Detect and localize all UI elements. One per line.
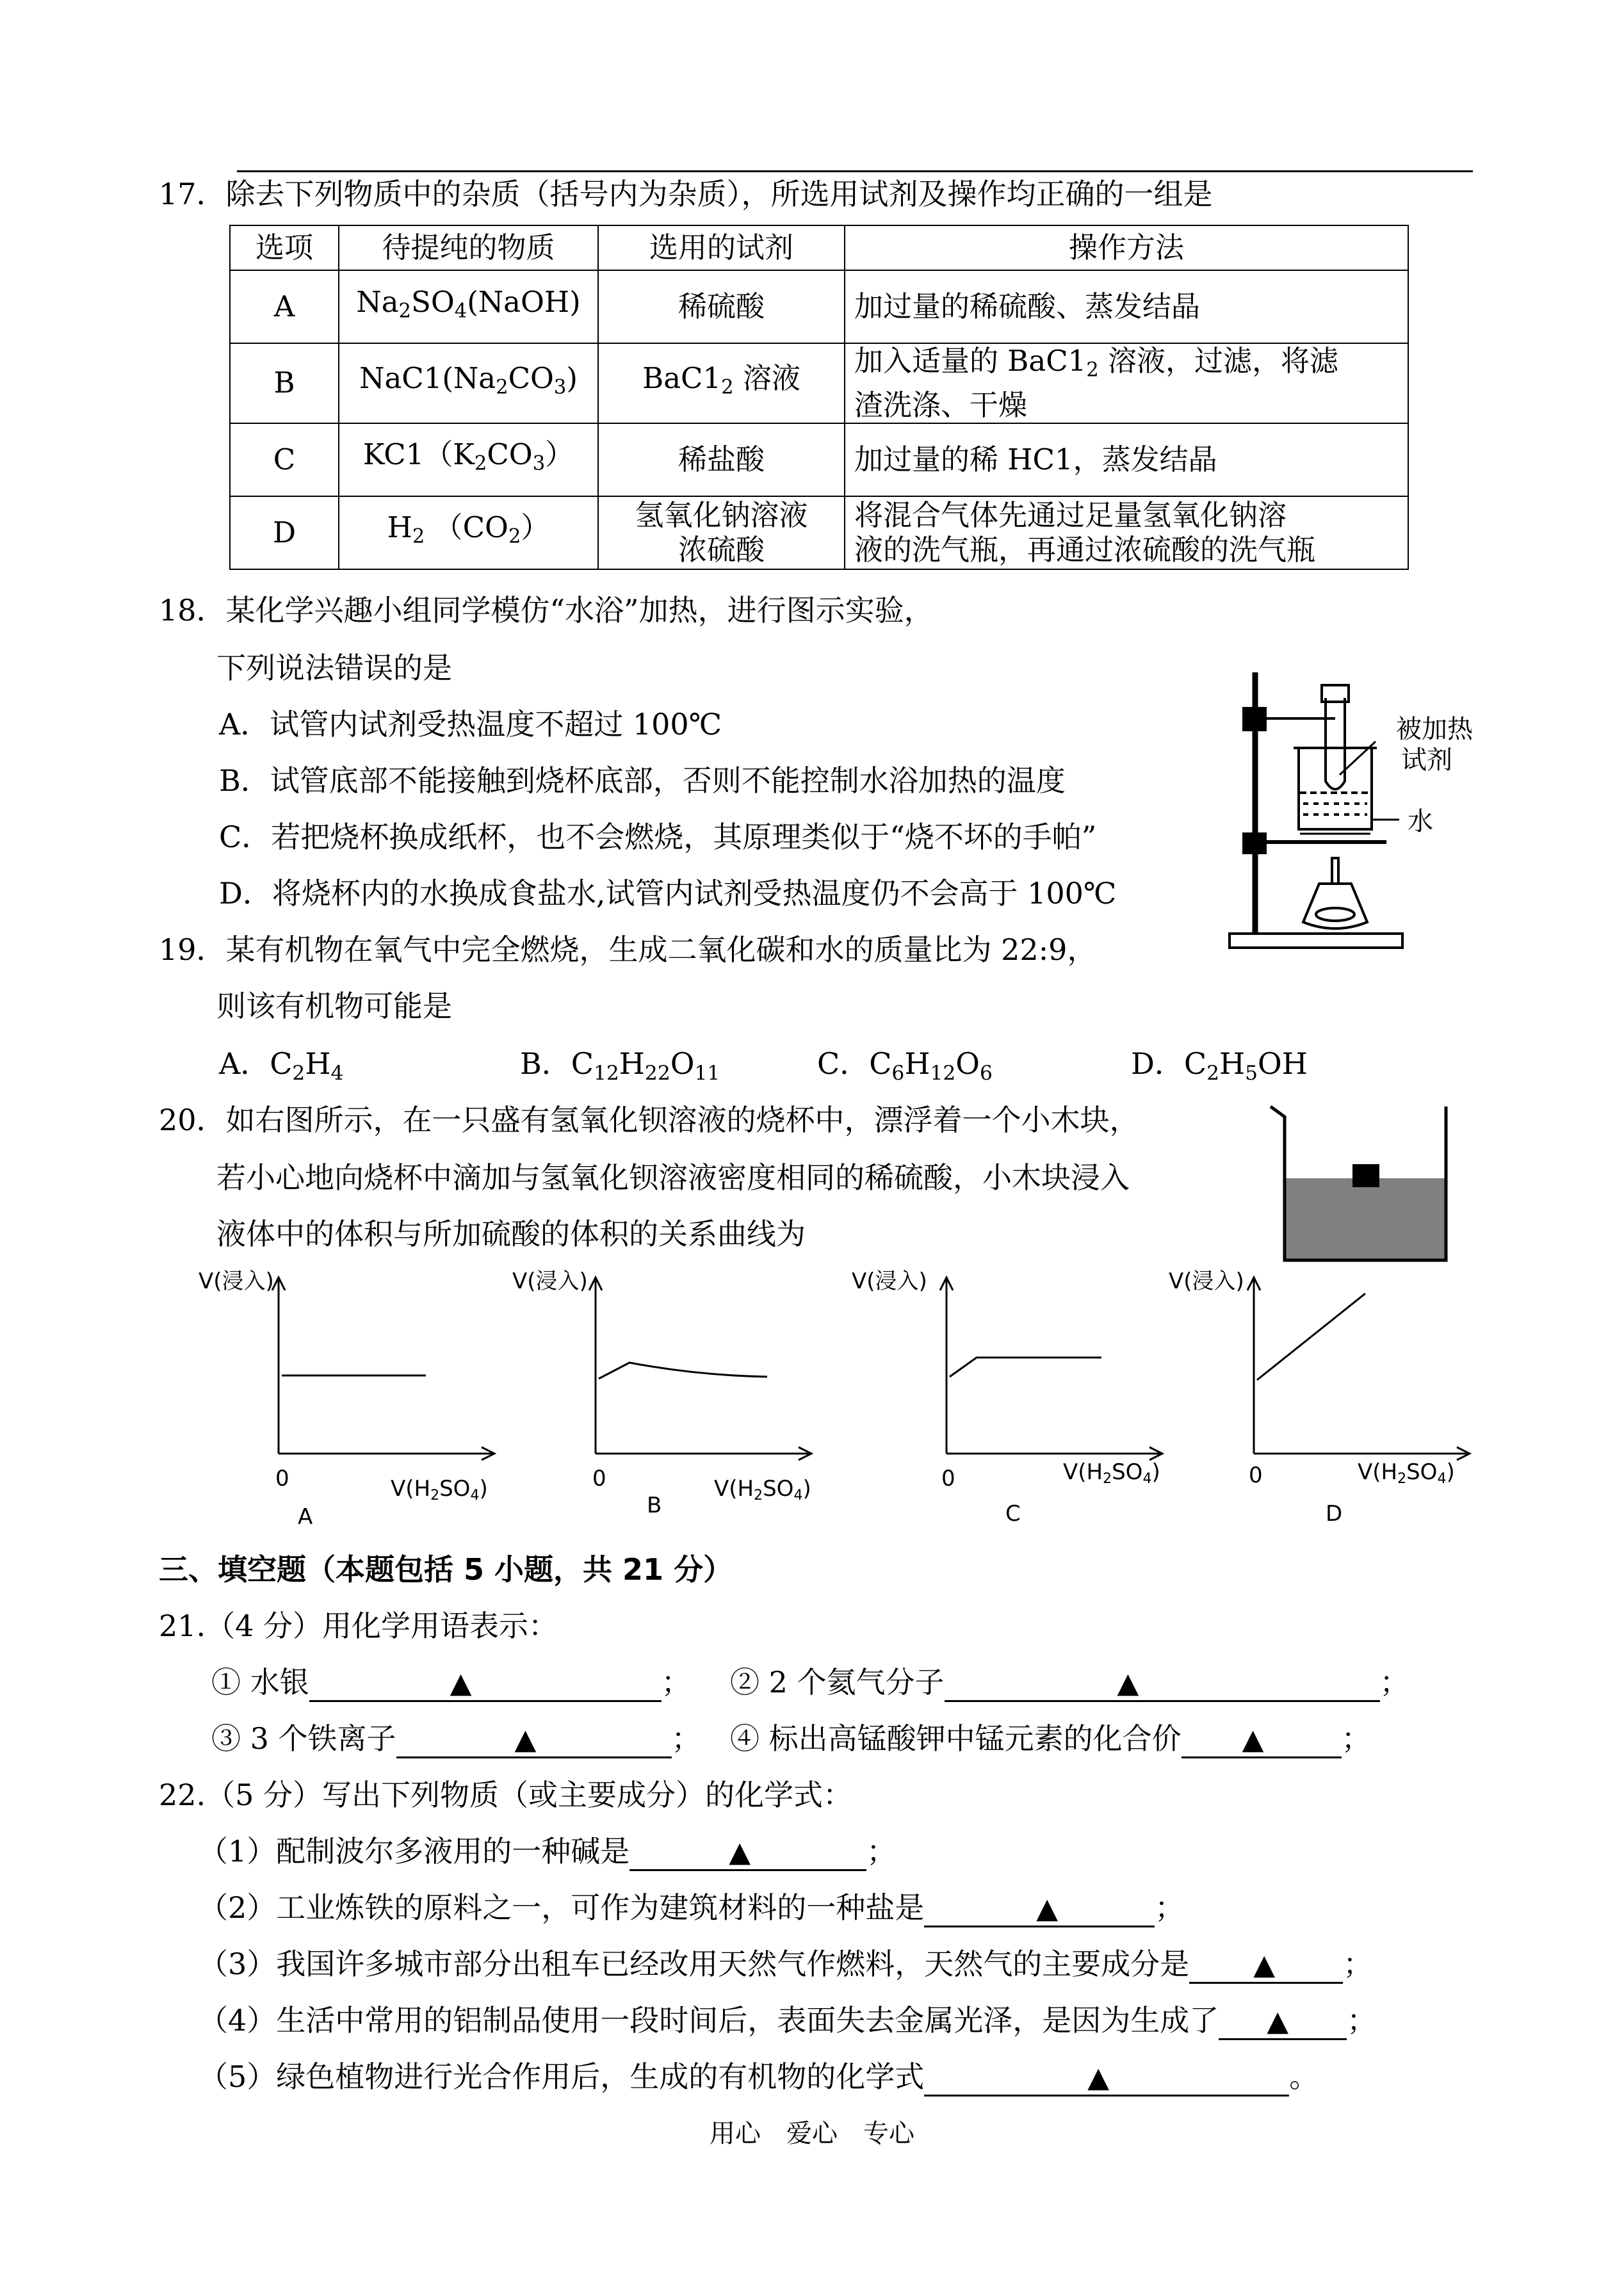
table-row [230, 496, 1408, 569]
answer-blank[interactable]: ▲ [1219, 2005, 1347, 2040]
table-header-operation: 操作方法 [845, 225, 1408, 270]
table-header-option: 选项 [230, 225, 339, 270]
q19-option-d: D．$C_2H_5OH$ [1131, 1046, 1308, 1085]
q18-option-d: D．将烧杯内的水换成食盐水,试管内试剂受热温度仍不会高于 100℃ [219, 876, 1117, 911]
answer-blank[interactable]: ▲ [629, 1836, 866, 1871]
q18-stem-2: 下列说法错误的是 [216, 651, 452, 685]
answer-blank[interactable]: ▲ [1181, 1723, 1342, 1758]
q19-option-a: A．$C_2H_4$ [219, 1046, 344, 1085]
top-rule [237, 170, 1473, 172]
row-reagent: 氢氧化钠溶液 浓硫酸 [598, 496, 845, 569]
answer-blank[interactable]: ▲ [309, 1667, 662, 1702]
table-header-substance: 待提纯的物质 [339, 225, 598, 270]
row-substance: $NaC1(Na_2CO_3)$ [339, 343, 598, 423]
water-bath-apparatus-figure [1204, 666, 1492, 967]
section-3-title: 三、填空题（本题包括 5 小题，共 21 分） [159, 1552, 733, 1587]
graph-c-origin: 0 [941, 1466, 955, 1491]
row-option: A [230, 270, 339, 343]
q21-item-1: ① 水银 ▲ ； [211, 1662, 691, 1702]
row-operation: 加过量的稀硫酸、蒸发结晶 [845, 270, 1408, 343]
row-option: B [230, 343, 339, 423]
row-reagent: $BaC1_2$ 溶液 [598, 343, 845, 423]
row-reagent: 稀盐酸 [598, 423, 845, 496]
label-reagent-1: 被加热 [1396, 715, 1473, 744]
graph-c-xlabel: V(H2SO4) [1063, 1459, 1160, 1487]
table-row [230, 343, 1408, 423]
answer-blank[interactable]: ▲ [396, 1723, 672, 1758]
q22-item-3: （3）我国许多城市部分出租车已经改用天然气作燃料，天然气的主要成分是 ▲ ； [199, 1944, 1372, 1984]
label-water: 水 [1408, 807, 1433, 836]
q22-stem: 22.（5 分）写出下列物质（或主要成分）的化学式： [159, 1778, 853, 1812]
q17-table [229, 225, 1409, 570]
row-substance: $Na_2SO_4(NaOH)$ [339, 270, 598, 343]
row-reagent: 稀硫酸 [598, 270, 845, 343]
table-header-reagent: 选用的试剂 [598, 225, 845, 270]
table-row [230, 423, 1408, 496]
graph-a-origin: 0 [275, 1466, 289, 1491]
graph-d-ylabel: V(浸入) [1169, 1269, 1244, 1294]
q21-item-4: ④ 标出高锰酸钾中锰元素的化合价 ▲ ； [730, 1719, 1371, 1758]
graph-d-label: D [1326, 1501, 1343, 1527]
answer-blank[interactable]: ▲ [924, 2061, 1289, 2096]
graph-d-xlabel: V(H2SO4) [1358, 1459, 1455, 1487]
q22-item-1: （1）配制波尔多液用的一种碱是 ▲ ； [199, 1831, 896, 1871]
q20-graphs [192, 1261, 1473, 1530]
q17-stem: 17．除去下列物质中的杂质（括号内为杂质），所选用试剂及操作均正确的一组是 [159, 177, 1213, 211]
row-option: C [230, 423, 339, 496]
graph-c-label: C [1005, 1501, 1021, 1527]
answer-blank[interactable]: ▲ [1189, 1949, 1343, 1984]
graph-a-ylabel: V(浸入) [199, 1269, 274, 1294]
q18-stem-1: 18．某化学兴趣小组同学模仿“水浴”加热，进行图示实验， [159, 593, 934, 628]
label-reagent-2: 试剂 [1401, 745, 1452, 775]
q20-line-3: 液体中的体积与所加硫酸的体积的关系曲线为 [216, 1217, 806, 1251]
row-option: D [230, 496, 339, 569]
q20-line-2: 若小心地向烧杯中滴加与氢氧化钡溶液密度相同的稀硫酸，小木块浸入 [216, 1160, 1130, 1195]
row-substance: $H_2$ $(CO_2)$ [339, 496, 598, 569]
q18-option-a: A．试管内试剂受热温度不超过 100℃ [219, 707, 722, 742]
row-substance: $KC1(K_2CO_3)$ [339, 423, 598, 496]
q19-option-b: B．$C_{12}H_{22}O_{11}$ [520, 1046, 720, 1085]
q21-stem: 21.（4 分）用化学用语表示： [159, 1609, 558, 1643]
q22-item-2: （2）工业炼铁的原料之一，可作为建筑材料的一种盐是 ▲ ； [199, 1888, 1184, 1927]
row-operation: 加入适量的 $BaC1_2$ 溶液，过滤，将滤 渣洗涤、干燥 [845, 343, 1408, 423]
q18-option-c: C．若把烧杯换成纸杯，也不会燃烧，其原理类似于“烧不坏的手帕” [219, 820, 1097, 854]
graph-a-xlabel: V(H2SO4) [391, 1476, 488, 1504]
q21-item-2: ② 2 个氦气分子 ▲ ； [730, 1662, 1409, 1702]
q19-stem-1: 19．某有机物在氧气中完全燃烧，生成二氧化碳和水的质量比为 22:9， [159, 932, 1097, 967]
beaker-wood-block-figure [1267, 1100, 1459, 1267]
q18-option-b: B．试管底部不能接触到烧杯底部，否则不能控制水浴加热的温度 [219, 763, 1066, 798]
graph-a-label: A [298, 1504, 313, 1530]
row-operation: 将混合气体先通过足量氢氧化钠溶 液的洗气瓶，再通过浓硫酸的洗气瓶 [845, 496, 1408, 569]
graph-c-ylabel: V(浸入) [852, 1269, 927, 1294]
q19-stem-2: 则该有机物可能是 [216, 989, 452, 1023]
answer-blank[interactable]: ▲ [945, 1667, 1380, 1702]
q21-item-3: ③ 3 个铁离子 ▲ ； [211, 1719, 701, 1758]
q22-item-4: （4）生活中常用的铝制品使用一段时间后，表面失去金属光泽，是因为生成了 ▲ ； [199, 2000, 1376, 2040]
graph-b-label: B [647, 1493, 662, 1518]
answer-blank[interactable]: ▲ [924, 1892, 1155, 1927]
graph-b-ylabel: V(浸入) [512, 1269, 588, 1294]
q19-option-c: C．$C_6H_{12}O_6$ [817, 1046, 993, 1085]
row-operation: 加过量的稀 HC1，蒸发结晶 [845, 423, 1408, 496]
graph-d-origin: 0 [1249, 1463, 1263, 1488]
graph-b-xlabel: V(H2SO4) [714, 1476, 811, 1504]
q22-item-5: （5）绿色植物进行光合作用后，生成的有机物的化学式 ▲ 。 [199, 2057, 1319, 2096]
page-footer: 用心 爱心 专心 [710, 2119, 914, 2148]
graph-b-origin: 0 [592, 1466, 606, 1491]
q20-line-1: 20．如右图所示，在一只盛有氢氧化钡溶液的烧杯中，漂浮着一个小木块， [159, 1103, 1139, 1137]
table-row [230, 270, 1408, 343]
